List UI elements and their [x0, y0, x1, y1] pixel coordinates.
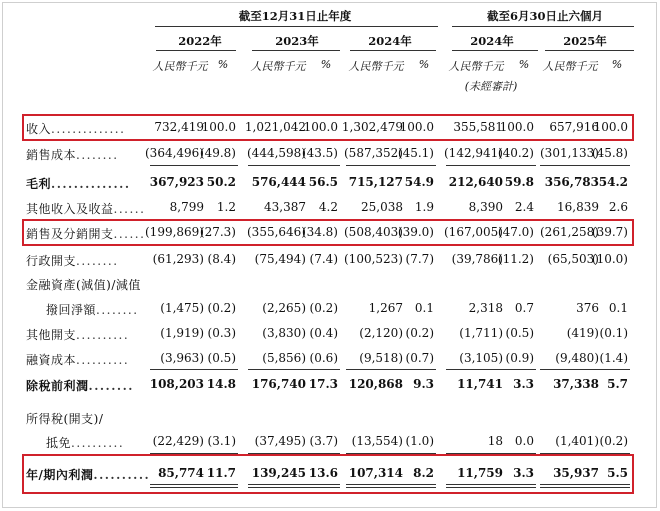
percent-cell: 5.5: [607, 466, 628, 480]
amount-cell: (364,496): [145, 146, 204, 160]
amount-cell: (61,293): [152, 252, 204, 266]
subtotal-rule: [248, 165, 340, 166]
row-label-text: 所得稅(開支)/: [26, 412, 104, 426]
percent-cell: (0.2): [599, 434, 628, 448]
leader-dots: ......: [113, 227, 146, 241]
amount-cell: 8,390: [468, 200, 503, 214]
unit-pct-2: %: [418, 58, 430, 71]
percent-cell: 0.1: [608, 301, 628, 315]
amount-cell: 85,774: [158, 466, 204, 480]
row-label-text: 其他收入及收益: [26, 202, 114, 216]
unit-amount-3: 人民幣千元: [448, 60, 504, 73]
leader-dots: ......: [113, 202, 146, 216]
year-header-2024: 2024年: [368, 34, 412, 48]
amount-cell: 1,302,479: [341, 120, 403, 134]
subtotal-rule: [150, 453, 238, 454]
amount-cell: 16,839: [557, 200, 599, 214]
percent-cell: (0.7): [405, 351, 434, 365]
percent-cell: (11.2): [497, 252, 534, 266]
amount-cell: (2,120): [359, 326, 403, 340]
subtotal-rule: [248, 453, 340, 454]
percent-cell: 13.6: [308, 466, 338, 480]
total-double-rule: [446, 484, 536, 488]
amount-cell: (142,941): [444, 146, 503, 160]
percent-cell: (0.2): [207, 301, 236, 315]
amount-cell: 11,759: [457, 466, 503, 480]
amount-cell: 576,444: [251, 175, 306, 189]
amount-cell: (167,005): [444, 225, 503, 239]
unit-pct-4: %: [611, 58, 623, 71]
year-rule-2024: [350, 50, 436, 51]
percent-cell: 50.2: [206, 175, 236, 189]
amount-cell: (355,646): [247, 225, 306, 239]
table-row: [26, 431, 632, 453]
amount-cell: 1,267: [368, 301, 403, 315]
amount-cell: 120,868: [348, 377, 403, 391]
percent-cell: (0.1): [599, 326, 628, 340]
amount-cell: 1,021,042: [244, 120, 306, 134]
row-label-text: 行政開支: [26, 254, 77, 268]
period-h1-header: 截至6月30日止六個月: [486, 9, 603, 23]
percent-cell: 14.8: [206, 377, 236, 391]
amount-cell: (100,523): [344, 252, 403, 266]
unit-pct-0: %: [217, 58, 229, 71]
percent-cell: (0.2): [405, 326, 434, 340]
amount-cell: (65,503): [547, 252, 599, 266]
percent-cell: 5.7: [607, 377, 628, 391]
leader-dots: ..............: [51, 177, 131, 191]
subtotal-rule: [346, 369, 436, 370]
amount-cell: (508,403): [344, 225, 403, 239]
percent-cell: 59.8: [504, 175, 534, 189]
amount-cell: (3,105): [459, 351, 503, 365]
amount-cell: (1,475): [160, 301, 204, 315]
year-rule-2025-h1: [545, 50, 634, 51]
amount-cell: 25,038: [361, 200, 403, 214]
percent-cell: (34.8): [301, 225, 338, 239]
percent-cell: (1.0): [405, 434, 434, 448]
amount-cell: 8,799: [169, 200, 204, 214]
year-rule-2024-h1: [452, 50, 538, 51]
total-double-rule: [540, 484, 630, 488]
unit-amount-2: 人民幣千元: [348, 60, 404, 73]
subtotal-rule: [150, 369, 238, 370]
subtotal-rule: [540, 165, 630, 166]
percent-cell: (0.5): [207, 351, 236, 365]
row-label: [26, 410, 103, 427]
total-double-rule: [346, 484, 436, 488]
amount-cell: 35,937: [553, 466, 599, 480]
subtotal-rule: [446, 165, 536, 166]
row-label: [26, 351, 129, 368]
year-rule-2023: [252, 50, 340, 51]
table-row: [26, 249, 632, 271]
amount-cell: (9,480): [555, 351, 599, 365]
amount-cell: (3,830): [262, 326, 306, 340]
percent-cell: (43.5): [301, 146, 338, 160]
percent-cell: 0.7: [514, 301, 534, 315]
percent-cell: 17.3: [308, 377, 338, 391]
table-row: [26, 374, 632, 396]
row-label: [26, 175, 131, 192]
percent-cell: (0.9): [505, 351, 534, 365]
row-label: [26, 225, 145, 242]
table-row: [26, 323, 632, 345]
percent-cell: (1.4): [599, 351, 628, 365]
row-label: [46, 301, 139, 318]
percent-cell: (7.7): [405, 252, 434, 266]
year-header-2023: 2023年: [275, 34, 319, 48]
table-row: [26, 197, 632, 219]
year-rule-2022: [156, 50, 236, 51]
period-fy-rule: [155, 26, 438, 27]
table-row: [26, 407, 632, 429]
unit-pct-1: %: [320, 58, 332, 71]
amount-cell: (39,786): [451, 252, 503, 266]
percent-cell: (3.7): [309, 434, 338, 448]
row-label: [26, 276, 141, 293]
amount-cell: 212,640: [448, 175, 503, 189]
percent-cell: (0.6): [309, 351, 338, 365]
amount-cell: 11,741: [457, 377, 503, 391]
amount-cell: 107,314: [348, 466, 403, 480]
percent-cell: 1.2: [216, 200, 236, 214]
amount-cell: (22,429): [152, 434, 204, 448]
table-row: [26, 463, 632, 485]
percent-cell: 100.0: [399, 120, 434, 134]
row-label-text: 銷售成本: [26, 148, 77, 162]
subtotal-rule: [346, 165, 436, 166]
total-double-rule: [248, 484, 340, 488]
percent-cell: (8.4): [207, 252, 236, 266]
percent-cell: (0.5): [505, 326, 534, 340]
unit-amount-4: 人民幣千元: [542, 60, 598, 73]
row-label-text: 融資成本: [26, 353, 77, 367]
leader-dots: ..........: [76, 328, 130, 342]
percent-cell: 0.0: [514, 434, 534, 448]
table-row: [26, 143, 632, 165]
percent-cell: 11.7: [206, 466, 236, 480]
amount-cell: (261,258): [540, 225, 599, 239]
percent-cell: 8.2: [413, 466, 434, 480]
amount-cell: 2,318: [468, 301, 503, 315]
amount-cell: (75,494): [254, 252, 306, 266]
row-label-text: 其他開支: [26, 328, 77, 342]
percent-cell: 100.0: [201, 120, 236, 134]
amount-cell: (419): [566, 326, 599, 340]
percent-cell: (40.2): [497, 146, 534, 160]
amount-cell: 176,740: [251, 377, 306, 391]
leader-dots: ..............: [51, 122, 126, 136]
row-label: [46, 434, 124, 451]
unit-amount-0: 人民幣千元: [152, 60, 208, 73]
leader-dots: ..........: [71, 436, 125, 450]
unaudited-note: (未經審計): [464, 80, 518, 93]
table-row: [26, 348, 632, 370]
subtotal-rule: [540, 369, 630, 370]
percent-cell: 1.9: [414, 200, 434, 214]
subtotal-rule: [248, 369, 340, 370]
row-label: [26, 377, 134, 394]
row-label: [26, 120, 125, 137]
amount-cell: 356,783: [544, 175, 599, 189]
percent-cell: 100.0: [499, 120, 534, 134]
percent-cell: 3.3: [513, 377, 534, 391]
percent-cell: (39.0): [397, 225, 434, 239]
total-double-rule: [150, 484, 238, 488]
row-label: [26, 326, 129, 343]
amount-cell: 37,338: [553, 377, 599, 391]
amount-cell: (13,554): [351, 434, 403, 448]
percent-cell: 2.4: [514, 200, 534, 214]
percent-cell: (27.3): [199, 225, 236, 239]
leader-dots: ..........: [76, 353, 130, 367]
row-label-text: 金融資產(減值)/減值: [26, 278, 141, 292]
row-label: [26, 252, 119, 269]
year-header-2022: 2022年: [178, 34, 222, 48]
amount-cell: (199,869): [145, 225, 204, 239]
amount-cell: 139,245: [251, 466, 306, 480]
leader-dots: ........: [96, 303, 139, 317]
amount-cell: (37,495): [254, 434, 306, 448]
amount-cell: 732,419: [154, 120, 204, 134]
table-row: [26, 117, 632, 139]
amount-cell: (9,518): [359, 351, 403, 365]
unit-pct-3: %: [518, 58, 530, 71]
subtotal-rule: [150, 165, 238, 166]
table-row: [26, 298, 632, 320]
percent-cell: 100.0: [593, 120, 628, 134]
row-label-text: 收入: [26, 122, 52, 136]
percent-cell: 54.9: [404, 175, 434, 189]
percent-cell: 4.2: [318, 200, 338, 214]
percent-cell: (0.4): [309, 326, 338, 340]
amount-cell: 18: [487, 434, 503, 448]
row-label: [26, 146, 119, 163]
year-header-2024-h1: 2024年: [470, 34, 514, 48]
row-label-text: 撥回淨額: [46, 303, 97, 317]
percent-cell: 54.2: [598, 175, 628, 189]
subtotal-rule: [540, 453, 630, 454]
percent-cell: 9.3: [413, 377, 434, 391]
row-label-text: 年/期內利潤: [26, 468, 94, 482]
amount-cell: 355,581: [453, 120, 503, 134]
amount-cell: (1,401): [555, 434, 599, 448]
row-label-text: 除稅前利潤: [26, 379, 89, 393]
period-fy-header: 截至12月31日止年度: [238, 9, 352, 23]
percent-cell: (47.0): [497, 225, 534, 239]
percent-cell: 100.0: [303, 120, 338, 134]
leader-dots: ........: [88, 379, 134, 393]
percent-cell: (45.1): [397, 146, 434, 160]
percent-cell: (39.7): [591, 225, 628, 239]
percent-cell: (45.8): [591, 146, 628, 160]
amount-cell: 108,203: [149, 377, 204, 391]
amount-cell: (587,352): [344, 146, 403, 160]
row-label-text: 銷售及分銷開支: [26, 227, 114, 241]
amount-cell: (1,711): [459, 326, 503, 340]
subtotal-rule: [446, 453, 536, 454]
leader-dots: ..........: [93, 468, 151, 482]
percent-cell: 0.1: [414, 301, 434, 315]
amount-cell: (5,856): [262, 351, 306, 365]
percent-cell: 56.5: [308, 175, 338, 189]
leader-dots: ........: [76, 254, 119, 268]
percent-cell: (49.8): [199, 146, 236, 160]
amount-cell: 43,387: [264, 200, 306, 214]
percent-cell: (3.1): [207, 434, 236, 448]
row-label-text: 抵免: [46, 436, 72, 450]
percent-cell: (7.4): [309, 252, 338, 266]
amount-cell: 715,127: [348, 175, 403, 189]
amount-cell: (1,919): [160, 326, 204, 340]
percent-cell: 3.3: [513, 466, 534, 480]
percent-cell: (0.3): [207, 326, 236, 340]
amount-cell: 657,916: [549, 120, 599, 134]
row-label: [26, 466, 150, 483]
row-label: [26, 200, 145, 217]
period-h1-rule: [452, 26, 634, 27]
table-row: [26, 273, 632, 295]
amount-cell: (3,963): [160, 351, 204, 365]
percent-cell: (0.2): [309, 301, 338, 315]
leader-dots: ........: [76, 148, 119, 162]
amount-cell: (301,133): [540, 146, 599, 160]
amount-cell: 376: [576, 301, 599, 315]
subtotal-rule: [446, 369, 536, 370]
table-row: [26, 172, 632, 194]
amount-cell: (444,598): [247, 146, 306, 160]
year-header-2025-h1: 2025年: [563, 34, 607, 48]
amount-cell: (2,265): [262, 301, 306, 315]
percent-cell: (10.0): [591, 252, 628, 266]
subtotal-rule: [346, 453, 436, 454]
table-row: [26, 222, 632, 244]
amount-cell: 367,923: [149, 175, 204, 189]
unit-amount-1: 人民幣千元: [250, 60, 306, 73]
percent-cell: 2.6: [608, 200, 628, 214]
row-label-text: 毛利: [26, 177, 52, 191]
